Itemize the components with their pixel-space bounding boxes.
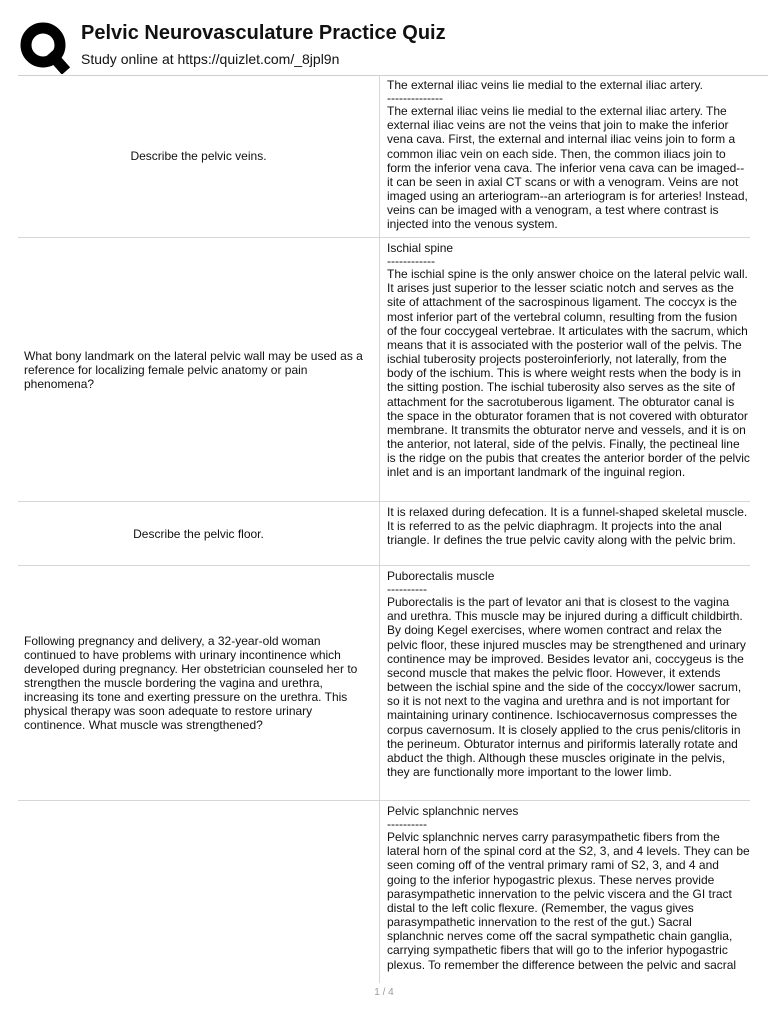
explanation-text: The ischial spine is the only answer choice on the lateral pelvic wall. It arises just superior to the lesser sciatic notch and serves as the site of attachment of the sacrospinous ligament. The coccyx is the most inferior part of the vertebral column, resulting from the fusion of the four coccygeal vertebrae. It articulates with the sacrum, which means that it is associated with the posterior wall of the pelvis. The ischial tuberosity projects posteroinferiorly, not laterally, from the body of the ischium. This is where weight rests when the body is in the sitting postion. The ischial tuberosity also serves as the site of attachment for the sacrotuberous ligament. The obturator canal is the space in the obturator foramen that is not covered with obturator membrane. It transmits the obturator nerve and vessels, and it is on the anterior, not lateral, side of the pelvis. Finally, the pectineal line is the ridge on the pubis that creates the anterior border of the pelvic inlet and is an important landmark of the inguinal region. (387, 267, 750, 480)
answer-separator: ---------- (387, 582, 427, 597)
card-definition (379, 502, 750, 565)
answer-text: The external iliac veins lie medial to the external iliac artery. (387, 78, 703, 92)
card-definition (379, 801, 750, 983)
quizlet-logo-icon (20, 22, 70, 74)
answer-text: Pelvic splanchnic nerves (387, 804, 519, 818)
flashcard-row (18, 801, 750, 983)
card-term (18, 75, 379, 237)
explanation-text: Pelvic splanchnic nerves carry parasympathetic fibers from the lateral horn of the spinal cord at the S2, 3, and 4 levels. They can be seen coming off of the ventral primary rami of S2, 3, and 4 and going to the inferior hypogastric plexus. These nerves provide parasympathetic innervation to the pelvic viscera and the GI tract distal to the left colic flexure. (Remember, the vagus gives parasympathetic innervation to the rest of the gut.) Sacral splanchnic nerves come off the sacral sympathetic chain ganglia, carrying sympathetic fibers that will go to the inferior hypogastric plexus. To remember the difference between the pelvic and sacral (387, 830, 750, 972)
term-text: Following pregnancy and delivery, a 32-year-old woman continued to have problems with urinary incontinence which developed during pregnancy. Her obstetrician counseled her to strengthen the muscle bordering the vagina and urethra, increasing its tone and exerting pressure on the urethra. This physical therapy was soon adequate to restore urinary continence. What muscle was strengthened? (24, 634, 358, 732)
answer-separator: ------------ (387, 254, 435, 269)
card-term (18, 801, 379, 983)
flashcard-row (18, 238, 750, 502)
card-definition (379, 238, 750, 501)
page-number: 1 / 4 (374, 987, 394, 998)
term-text: Describe the pelvic veins. (130, 149, 267, 163)
flashcard-row (18, 75, 750, 238)
flashcard-row (18, 566, 750, 801)
document-header (18, 18, 758, 72)
explanation-text: Puborectalis is the part of levator ani that is closest to the vagina and urethra. This muscle may be injured during a difficult childbirth. By doing Kegel exercises, where women contract and relax the pelvic floor, these injured muscles may be strengthened and urinary continence may be improved. Besides levator ani, coccygeus is the second muscle that makes the pelvic floor. However, it extends between the ischial spine and the side of the coccyx/lower sacrum, so it is not next to the vagina and urethra and is not important for maintaining urinary continence. Ischiocavernosus compresses the corpus cavernosum. It is closely applied to the crus penis/clitoris in the perineum. Obturator internus and piriformis laterally rotate and abduct the thigh. Although these muscles originate in the pelvis, they are functionally more important to the lower limb. (387, 595, 746, 780)
term-text: Describe the pelvic floor. (133, 526, 264, 541)
flashcard-table (18, 75, 750, 983)
answer-separator: ---------- (387, 817, 427, 832)
study-online-link[interactable]: Study online at https://quizlet.com/_8jpl9n (81, 51, 340, 67)
flashcard-row (18, 502, 750, 566)
answer-text: Ischial spine (387, 241, 454, 255)
page-title: Pelvic Neurovasculature Practice Quiz (81, 22, 446, 44)
card-term (18, 502, 379, 565)
answer-separator: -------------- (387, 91, 443, 106)
explanation-text: The external iliac veins lie medial to the external iliac artery. The external iliac veins are not the veins that join to make the inferior vena cava. First, the external and internal iliac veins join to form a common iliac vein on each side. Then, the common iliacs join to form the inferior vena cava. The inferior vena cava can be imaged--it can be seen in axial CT scans or with a venogram. Veins are not imaged using an arteriogram--an arteriogram is for arteries! Instead, veins can be imaged with a venogram, a test where contrast is injected into the venous system. (387, 104, 748, 232)
card-term (18, 566, 379, 800)
answer-text: Puborectalis muscle (387, 569, 495, 583)
card-definition (379, 75, 750, 237)
card-definition (379, 566, 750, 800)
card-term (18, 238, 379, 501)
explanation-text: It is relaxed during defecation. It is a funnel-shaped skeletal muscle. It is referred to as the pelvic diaphragm. It projects into the anal triangle. Ir defines the true pelvic cavity along with the pelvic brim. (387, 505, 748, 548)
term-text: What bony landmark on the lateral pelvic wall may be used as a reference for localizing female pelvic anatomy or pain phenomena? (24, 348, 363, 391)
